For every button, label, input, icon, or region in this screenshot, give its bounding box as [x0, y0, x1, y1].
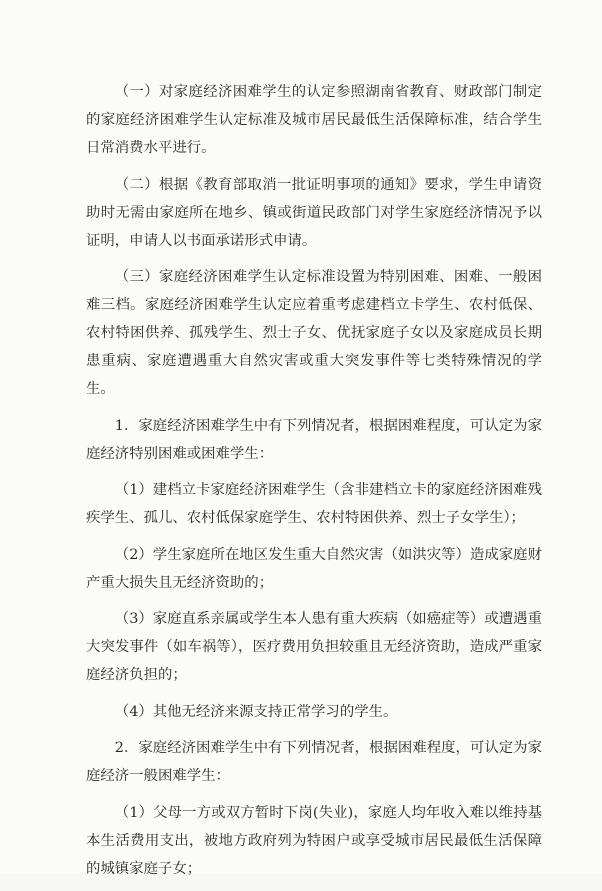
- document-body: [86, 78, 542, 891]
- paragraph-9: 2．家庭经济困难学生中有下列情况者，根据困难程度，可认定为家庭经济一般困难学生：: [86, 740, 542, 784]
- paragraph-3: （三）家庭经济困难学生认定标准设置为特别困难、困难、一般困难三档。家庭经济困难学生认定应着重考虑建档立卡学生、农村低保、农村特困供养、孤残学生、烈士子女、优抚家庭子女以及家庭成员长期患重病、家庭遭遇重大自然灾害或重大突发事件等七类特殊情况的学生。: [86, 269, 542, 397]
- paragraph-7: （3）家庭直系亲属或学生本人患有重大疾病（如癌症等）或遭遇重大突发事件（如车祸等），医疗费用负担较重且无经济资助，造成严重家庭经济负担的；: [86, 611, 542, 683]
- paragraph-1: （一）对家庭经济困难学生的认定参照湖南省教育、财政部门制定的家庭经济困难学生认定标准及城市居民最低生活保障标准，结合学生日常消费水平进行。: [86, 84, 542, 156]
- paragraph-2: （二）根据《教育部取消一批证明事项的通知》要求，学生申请资助时无需由家庭所在地乡、镇或街道民政部门对学生家庭经济情况予以证明，申请人以书面承诺形式申请。: [86, 176, 542, 249]
- paragraph-10: （1）父母一方或双方暂时下岗(失业)，家庭人均年收入难以维持基本生活费用支出，被地方政府列为特困户或享受城市居民最低生活保障的城镇家庭子女；: [86, 804, 542, 877]
- paragraph-8: （4）其他无经济来源支持正常学习的学生。: [114, 703, 398, 720]
- paragraph-4: 1．家庭经济困难学生中有下列情况者，根据困难程度，可认定为家庭经济特别困难或困难学生：: [86, 417, 542, 462]
- paragraph-5: （1）建档立卡家庭经济困难学生（含非建档立卡的家庭经济困难残疾学生、孤儿、农村低保家庭学生、农村特困供养、烈士子女学生）；: [86, 482, 542, 526]
- paragraph-6: （2）学生家庭所在地区发生重大自然灾害（如洪灾等）造成家庭财产重大损失且无经济资助的；: [86, 546, 542, 591]
